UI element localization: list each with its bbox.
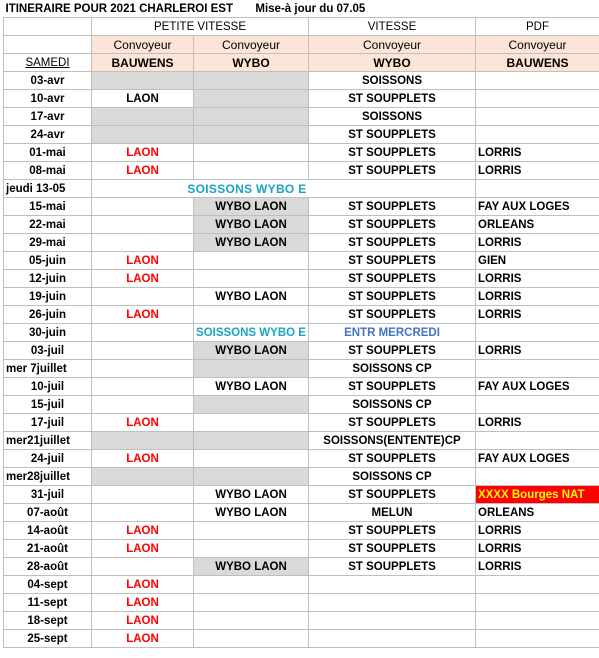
pdf-bauwens-cell	[476, 468, 599, 486]
date-cell: 21-août	[4, 540, 92, 558]
petite-vitesse-bauwens-cell: LAON	[92, 306, 194, 324]
group-vitesse: VITESSE	[309, 18, 476, 36]
table-row	[4, 198, 599, 216]
sheet-title: ITINERAIRE POUR 2021 CHARLEROI EST	[5, 2, 233, 15]
table-row	[4, 630, 599, 648]
vitesse-wybo-cell: SOISSONS CP	[309, 360, 476, 378]
vitesse-wybo-cell: ST SOUPPLETS	[309, 234, 476, 252]
pdf-bauwens-cell: LORRIS	[476, 414, 599, 432]
date-cell: jeudi 13-05	[4, 180, 92, 198]
pdf-bauwens-cell: LORRIS	[476, 144, 599, 162]
table-row	[4, 504, 599, 522]
petite-vitesse-wybo-cell	[194, 252, 309, 270]
table-row	[4, 252, 599, 270]
table-row	[4, 126, 599, 144]
vitesse-wybo-cell	[309, 594, 476, 612]
petite-vitesse-bauwens-cell: LAON	[92, 540, 194, 558]
vitesse-wybo-cell: ST SOUPPLETS	[309, 144, 476, 162]
petite-vitesse-bauwens-cell: LAON	[92, 522, 194, 540]
petite-vitesse-bauwens-cell: LAON	[92, 162, 194, 180]
petite-vitesse-bauwens-cell: LAON	[92, 576, 194, 594]
table-row	[4, 522, 599, 540]
vitesse-wybo-cell: ST SOUPPLETS	[309, 522, 476, 540]
petite-vitesse-bauwens-cell	[92, 558, 194, 576]
date-cell: mer21juillet	[4, 432, 92, 450]
table-row	[4, 360, 599, 378]
table-row	[4, 108, 599, 126]
petite-vitesse-bauwens-cell: LAON	[92, 270, 194, 288]
pdf-bauwens-cell	[476, 108, 599, 126]
date-cell: 07-août	[4, 504, 92, 522]
pdf-bauwens-cell: FAY AUX LOGES	[476, 450, 599, 468]
group-petite-vitesse: PETITE VITESSE	[92, 18, 309, 36]
petite-vitesse-bauwens-cell	[92, 360, 194, 378]
table-row	[4, 558, 599, 576]
petite-vitesse-wybo-cell	[194, 360, 309, 378]
title-row	[4, 0, 599, 18]
date-cell: 03-juil	[4, 342, 92, 360]
petite-vitesse-wybo-cell	[194, 270, 309, 288]
vitesse-wybo-cell: ST SOUPPLETS	[309, 252, 476, 270]
convoyeur-name: BAUWENS	[476, 54, 599, 72]
petite-vitesse-wybo-cell	[194, 468, 309, 486]
petite-vitesse-bauwens-cell	[92, 72, 194, 90]
petite-vitesse-wybo-cell	[194, 630, 309, 648]
vitesse-wybo-cell	[309, 612, 476, 630]
petite-vitesse-wybo-cell: WYBO LAON	[194, 288, 309, 306]
petite-vitesse-bauwens-cell	[92, 126, 194, 144]
table-row	[4, 486, 599, 504]
samedi-header: SAMEDI	[4, 54, 92, 72]
table-row	[4, 306, 599, 324]
vitesse-wybo-cell: ST SOUPPLETS	[309, 306, 476, 324]
pdf-bauwens-cell: LORRIS	[476, 540, 599, 558]
vitesse-wybo-cell: SOISSONS(ENTENTE)CP	[309, 432, 476, 450]
date-cell: 14-août	[4, 522, 92, 540]
table-row	[4, 288, 599, 306]
vitesse-wybo-cell: ENTR MERCREDI	[309, 324, 476, 342]
pdf-bauwens-cell: LORRIS	[476, 234, 599, 252]
petite-vitesse-bauwens-cell	[92, 108, 194, 126]
date-cell: 08-mai	[4, 162, 92, 180]
vitesse-wybo-cell: ST SOUPPLETS	[309, 288, 476, 306]
table-row	[4, 234, 599, 252]
petite-vitesse-wybo-cell	[194, 90, 309, 108]
petite-vitesse-wybo-cell: WYBO LAON	[194, 198, 309, 216]
petite-vitesse-wybo-cell	[194, 414, 309, 432]
date-cell: 15-mai	[4, 198, 92, 216]
pdf-bauwens-cell	[476, 90, 599, 108]
date-cell: 17-juil	[4, 414, 92, 432]
convoyeur-label: Convoyeur	[194, 36, 309, 54]
vitesse-wybo-cell: ST SOUPPLETS	[309, 198, 476, 216]
date-cell: mer 7juillet	[4, 360, 92, 378]
petite-vitesse-wybo-cell	[194, 540, 309, 558]
table-row	[4, 594, 599, 612]
date-cell: 22-mai	[4, 216, 92, 234]
date-cell: 18-sept	[4, 612, 92, 630]
convoyeur-label: Convoyeur	[309, 36, 476, 54]
petite-vitesse-bauwens-cell: LAON	[92, 612, 194, 630]
date-cell: 15-juil	[4, 396, 92, 414]
petite-vitesse-bauwens-cell	[92, 486, 194, 504]
date-cell: 28-août	[4, 558, 92, 576]
date-cell: 31-juil	[4, 486, 92, 504]
vitesse-wybo-cell: SOISSONS CP	[309, 468, 476, 486]
petite-vitesse-wybo-cell: WYBO LAON	[194, 504, 309, 522]
petite-vitesse-wybo-cell	[194, 108, 309, 126]
pdf-bauwens-cell: LORRIS	[476, 270, 599, 288]
convoyeur-label: Convoyeur	[92, 36, 194, 54]
pdf-bauwens-cell	[476, 324, 599, 342]
date-cell: 12-juin	[4, 270, 92, 288]
petite-vitesse-bauwens-cell: LAON	[92, 414, 194, 432]
petite-vitesse-wybo-cell	[194, 144, 309, 162]
pdf-bauwens-cell: LORRIS	[476, 306, 599, 324]
date-cell: 29-mai	[4, 234, 92, 252]
empty-cell	[309, 180, 476, 198]
pdf-bauwens-cell	[476, 360, 599, 378]
names-row	[4, 54, 599, 72]
petite-vitesse-bauwens-cell: LAON	[92, 90, 194, 108]
petite-vitesse-bauwens-cell: LAON	[92, 144, 194, 162]
table-row	[4, 396, 599, 414]
vitesse-wybo-cell: ST SOUPPLETS	[309, 162, 476, 180]
petite-vitesse-wybo-cell	[194, 594, 309, 612]
date-cell: 11-sept	[4, 594, 92, 612]
petite-vitesse-bauwens-cell	[92, 468, 194, 486]
petite-vitesse-wybo-cell: WYBO LAON	[194, 216, 309, 234]
petite-vitesse-wybo-cell	[194, 612, 309, 630]
table-row	[4, 378, 599, 396]
vitesse-wybo-cell: ST SOUPPLETS	[309, 540, 476, 558]
table-row	[4, 216, 599, 234]
petite-vitesse-wybo-cell	[194, 576, 309, 594]
vitesse-wybo-cell: ST SOUPPLETS	[309, 486, 476, 504]
petite-vitesse-bauwens-cell: LAON	[92, 252, 194, 270]
group-pdf: PDF	[476, 18, 599, 36]
petite-vitesse-bauwens-cell	[92, 432, 194, 450]
merged-event-cell: SOISSONS WYBO E	[92, 180, 309, 198]
date-cell: 10-juil	[4, 378, 92, 396]
vitesse-wybo-cell	[309, 576, 476, 594]
table-row	[4, 612, 599, 630]
petite-vitesse-bauwens-cell	[92, 342, 194, 360]
pdf-bauwens-cell: LORRIS	[476, 288, 599, 306]
petite-vitesse-wybo-cell: SOISSONS WYBO E	[194, 324, 309, 342]
vitesse-wybo-cell: MELUN	[309, 504, 476, 522]
vitesse-wybo-cell: ST SOUPPLETS	[309, 378, 476, 396]
convoyeur-label: Convoyeur	[476, 36, 599, 54]
date-cell: 26-juin	[4, 306, 92, 324]
pdf-bauwens-cell: ORLEANS	[476, 504, 599, 522]
petite-vitesse-wybo-cell: WYBO LAON	[194, 234, 309, 252]
update-date: Mise-à jour du 07.05	[255, 2, 366, 15]
petite-vitesse-wybo-cell	[194, 396, 309, 414]
petite-vitesse-bauwens-cell	[92, 396, 194, 414]
table-row	[4, 432, 599, 450]
pdf-bauwens-cell	[476, 396, 599, 414]
empty-cell	[476, 180, 599, 198]
date-cell: 24-avr	[4, 126, 92, 144]
itinerary-table	[3, 0, 599, 648]
date-cell: 24-juil	[4, 450, 92, 468]
pdf-bauwens-cell	[476, 126, 599, 144]
table-row	[4, 540, 599, 558]
convoyeur-name: BAUWENS	[92, 54, 194, 72]
vitesse-wybo-cell	[309, 630, 476, 648]
vitesse-wybo-cell: ST SOUPPLETS	[309, 270, 476, 288]
pdf-bauwens-cell: XXXX Bourges NAT	[476, 486, 599, 504]
vitesse-wybo-cell: ST SOUPPLETS	[309, 450, 476, 468]
convoyeur-name: WYBO	[194, 54, 309, 72]
pdf-bauwens-cell: ORLEANS	[476, 216, 599, 234]
petite-vitesse-wybo-cell: WYBO LAON	[194, 558, 309, 576]
pdf-bauwens-cell: FAY AUX LOGES	[476, 198, 599, 216]
petite-vitesse-bauwens-cell: LAON	[92, 630, 194, 648]
pdf-bauwens-cell: GIEN	[476, 252, 599, 270]
vitesse-wybo-cell: ST SOUPPLETS	[309, 414, 476, 432]
pdf-bauwens-cell: FAY AUX LOGES	[476, 378, 599, 396]
petite-vitesse-wybo-cell	[194, 162, 309, 180]
table-row	[4, 72, 599, 90]
table-row	[4, 90, 599, 108]
petite-vitesse-bauwens-cell	[92, 234, 194, 252]
pdf-bauwens-cell	[476, 72, 599, 90]
date-cell: 04-sept	[4, 576, 92, 594]
petite-vitesse-bauwens-cell: LAON	[92, 594, 194, 612]
pdf-bauwens-cell: LORRIS	[476, 522, 599, 540]
pdf-bauwens-cell: LORRIS	[476, 558, 599, 576]
table-row	[4, 342, 599, 360]
table-row	[4, 270, 599, 288]
petite-vitesse-wybo-cell	[194, 126, 309, 144]
date-cell: 30-juin	[4, 324, 92, 342]
convoyeur-row	[4, 36, 599, 54]
table-row	[4, 162, 599, 180]
petite-vitesse-bauwens-cell	[92, 504, 194, 522]
group-header-row	[4, 18, 599, 36]
vitesse-wybo-cell: ST SOUPPLETS	[309, 558, 476, 576]
petite-vitesse-bauwens-cell	[92, 198, 194, 216]
petite-vitesse-bauwens-cell	[92, 288, 194, 306]
vitesse-wybo-cell: ST SOUPPLETS	[309, 90, 476, 108]
date-cell: 19-juin	[4, 288, 92, 306]
petite-vitesse-wybo-cell	[194, 522, 309, 540]
vitesse-wybo-cell: ST SOUPPLETS	[309, 216, 476, 234]
petite-vitesse-bauwens-cell	[92, 216, 194, 234]
date-cell: 03-avr	[4, 72, 92, 90]
vitesse-wybo-cell: ST SOUPPLETS	[309, 126, 476, 144]
table-row	[4, 576, 599, 594]
petite-vitesse-wybo-cell	[194, 432, 309, 450]
petite-vitesse-bauwens-cell	[92, 324, 194, 342]
table-row	[4, 468, 599, 486]
petite-vitesse-wybo-cell: WYBO LAON	[194, 342, 309, 360]
date-cell: mer28juillet	[4, 468, 92, 486]
pdf-bauwens-cell	[476, 630, 599, 648]
petite-vitesse-wybo-cell	[194, 72, 309, 90]
date-cell: 17-avr	[4, 108, 92, 126]
petite-vitesse-wybo-cell	[194, 306, 309, 324]
pdf-bauwens-cell	[476, 612, 599, 630]
pdf-bauwens-cell	[476, 432, 599, 450]
pdf-bauwens-cell: LORRIS	[476, 342, 599, 360]
table-row	[4, 450, 599, 468]
petite-vitesse-bauwens-cell	[92, 378, 194, 396]
date-cell: 10-avr	[4, 90, 92, 108]
vitesse-wybo-cell: SOISSONS	[309, 108, 476, 126]
pdf-bauwens-cell	[476, 576, 599, 594]
convoyeur-name: WYBO	[309, 54, 476, 72]
table-row	[4, 324, 599, 342]
petite-vitesse-wybo-cell	[194, 450, 309, 468]
date-cell: 05-juin	[4, 252, 92, 270]
pdf-bauwens-cell: LORRIS	[476, 162, 599, 180]
vitesse-wybo-cell: SOISSONS CP	[309, 396, 476, 414]
vitesse-wybo-cell: SOISSONS	[309, 72, 476, 90]
table-row	[4, 414, 599, 432]
pdf-bauwens-cell	[476, 594, 599, 612]
vitesse-wybo-cell: ST SOUPPLETS	[309, 342, 476, 360]
table-row	[4, 144, 599, 162]
table-row	[4, 180, 599, 198]
petite-vitesse-wybo-cell: WYBO LAON	[194, 378, 309, 396]
petite-vitesse-bauwens-cell: LAON	[92, 450, 194, 468]
date-cell: 01-mai	[4, 144, 92, 162]
date-cell: 25-sept	[4, 630, 92, 648]
petite-vitesse-wybo-cell: WYBO LAON	[194, 486, 309, 504]
